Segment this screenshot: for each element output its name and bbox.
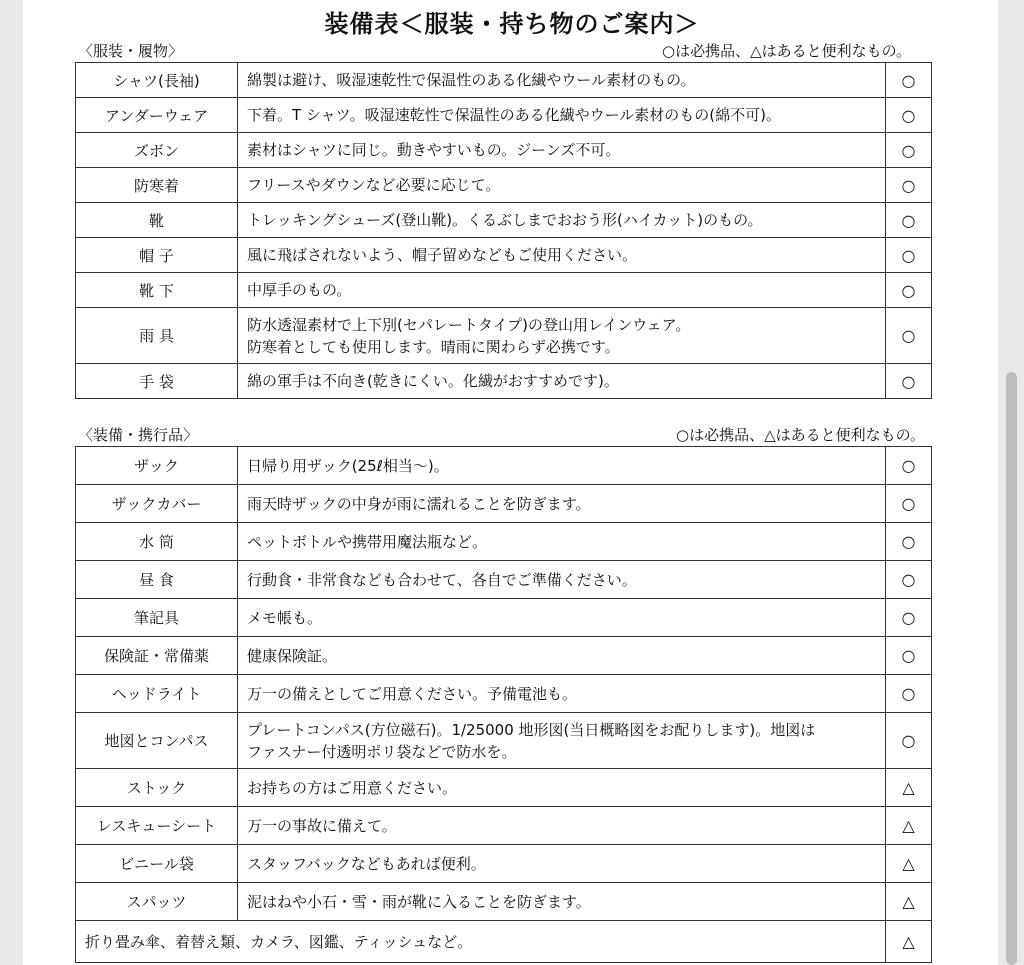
table-row (76, 713, 932, 769)
item-mark: ○ (886, 485, 932, 523)
item-mark: ○ (886, 98, 932, 133)
table-row (76, 273, 932, 308)
item-name: ザック (76, 447, 238, 485)
table-row (76, 675, 932, 713)
item-description: メモ帳も。 (238, 599, 886, 637)
item-description: 雨天時ザックの中身が雨に濡れることを防ぎます。 (238, 485, 886, 523)
table-row (76, 203, 932, 238)
item-mark: ○ (886, 561, 932, 599)
table-row (76, 98, 932, 133)
table-row (76, 238, 932, 273)
item-mark: △ (886, 769, 932, 807)
item-mark: ○ (886, 675, 932, 713)
equipment-section-label: 〈装備・携行品〉 (78, 426, 199, 444)
equipment-table (75, 446, 932, 963)
item-mark: ○ (886, 447, 932, 485)
table-row (76, 168, 932, 203)
item-description: 綿の軍手は不向き(乾きにくい。化繊がおすすめです)。 (238, 364, 886, 399)
table-row (76, 485, 932, 523)
item-name: ストック (76, 769, 238, 807)
item-mark: ○ (886, 713, 932, 769)
item-mark: ○ (886, 238, 932, 273)
item-name: 帽 子 (76, 238, 238, 273)
item-name: レスキューシート (76, 807, 238, 845)
table-row (76, 637, 932, 675)
clothing-table (75, 62, 932, 399)
item-mark: ○ (886, 273, 932, 308)
table-row (76, 561, 932, 599)
item-name: アンダーウェア (76, 98, 238, 133)
item-mark: ○ (886, 133, 932, 168)
item-name: 雨 具 (76, 308, 238, 364)
item-description: 泥はねや小石・雪・雨が靴に入ることを防ぎます。 (238, 883, 886, 921)
item-description: トレッキングシューズ(登山靴)。くるぶしまでおおう形(ハイカット)のもの。 (238, 203, 886, 238)
item-description: 風に飛ばされないよう、帽子留めなどもご使用ください。 (238, 238, 886, 273)
item-mark: △ (886, 883, 932, 921)
table-row (76, 133, 932, 168)
item-description: 万一の備えとしてご用意ください。予備電池も。 (238, 675, 886, 713)
item-mark: △ (886, 921, 932, 963)
item-name: スパッツ (76, 883, 238, 921)
item-name: ビニール袋 (76, 845, 238, 883)
item-mark: ○ (886, 364, 932, 399)
item-description: ペットボトルや携帯用魔法瓶など。 (238, 523, 886, 561)
equipment-legend-note: ○は必携品、△はあると便利なもの。 (676, 426, 926, 444)
item-description: 中厚手のもの。 (238, 273, 886, 308)
item-description (238, 308, 886, 364)
item-name: 手 袋 (76, 364, 238, 399)
item-description: 綿製は避け、吸湿速乾性で保温性のある化繊やウール素材のもの。 (238, 63, 886, 98)
item-description: 健康保険証。 (238, 637, 886, 675)
table-row (76, 599, 932, 637)
item-name: 筆記具 (76, 599, 238, 637)
table-row (76, 845, 932, 883)
item-description: フリースやダウンなど必要に応じて。 (238, 168, 886, 203)
item-description: 行動食・非常食なども合わせて、各自でご準備ください。 (238, 561, 886, 599)
table-row (76, 883, 932, 921)
item-name: 防寒着 (76, 168, 238, 203)
item-name: 水 筒 (76, 523, 238, 561)
item-name: 地図とコンパス (76, 713, 238, 769)
table-row (76, 447, 932, 485)
description-line-2: ファスナー付透明ポリ袋などで防水を。 (247, 742, 517, 761)
item-description (238, 713, 886, 769)
item-description: 万一の事故に備えて。 (238, 807, 886, 845)
item-description: スタッフバックなどもあれば便利。 (238, 845, 886, 883)
description-line-2: 防寒着としても使用します。晴雨に関わらず必携です。 (247, 337, 620, 356)
item-mark: ○ (886, 599, 932, 637)
clothing-section-label: 〈服装・履物〉 (78, 42, 184, 60)
table-row (76, 63, 932, 98)
item-mark: ○ (886, 203, 932, 238)
item-name: 靴 下 (76, 273, 238, 308)
item-mark: ○ (886, 308, 932, 364)
item-name: 保険証・常備薬 (76, 637, 238, 675)
item-mark: ○ (886, 637, 932, 675)
scrollbar[interactable] (1006, 372, 1017, 965)
table-row (76, 807, 932, 845)
item-name: ヘッドライト (76, 675, 238, 713)
table-row (76, 364, 932, 399)
item-mark: △ (886, 845, 932, 883)
item-name: 昼 食 (76, 561, 238, 599)
description-line-1: 防水透湿素材で上下別(セパレートタイプ)の登山用レインウェア。 (247, 315, 691, 334)
item-name: ザックカバー (76, 485, 238, 523)
table-row (76, 769, 932, 807)
item-description: 下着。T シャツ。吸湿速乾性で保温性のある化繊やウール素材のもの(綿不可)。 (238, 98, 886, 133)
item-name: 靴 (76, 203, 238, 238)
item-name: シャツ(長袖) (76, 63, 238, 98)
item-mark: ○ (886, 63, 932, 98)
description-line-1: プレートコンパス(方位磁石)。1/25000 地形図(当日概略図をお配りします)。地図は (247, 720, 816, 739)
item-description: 素材はシャツに同じ。動きやすいもの。ジーンズ不可。 (238, 133, 886, 168)
item-mark: △ (886, 807, 932, 845)
table-row (76, 921, 932, 963)
table-row (76, 308, 932, 364)
item-name: ズボン (76, 133, 238, 168)
item-mark: ○ (886, 168, 932, 203)
item-description: 日帰り用ザック(25ℓ相当〜)。 (238, 447, 886, 485)
clothing-legend-note: ○は必携品、△はあると便利なもの。 (662, 42, 912, 60)
item-mark: ○ (886, 523, 932, 561)
table-row (76, 523, 932, 561)
item-description: お持ちの方はご用意ください。 (238, 769, 886, 807)
misc-items-text: 折り畳み傘、着替え類、カメラ、図鑑、ティッシュなど。 (76, 921, 886, 963)
page-title: 装備表＜服装・持ち物のご案内＞ (324, 10, 700, 38)
